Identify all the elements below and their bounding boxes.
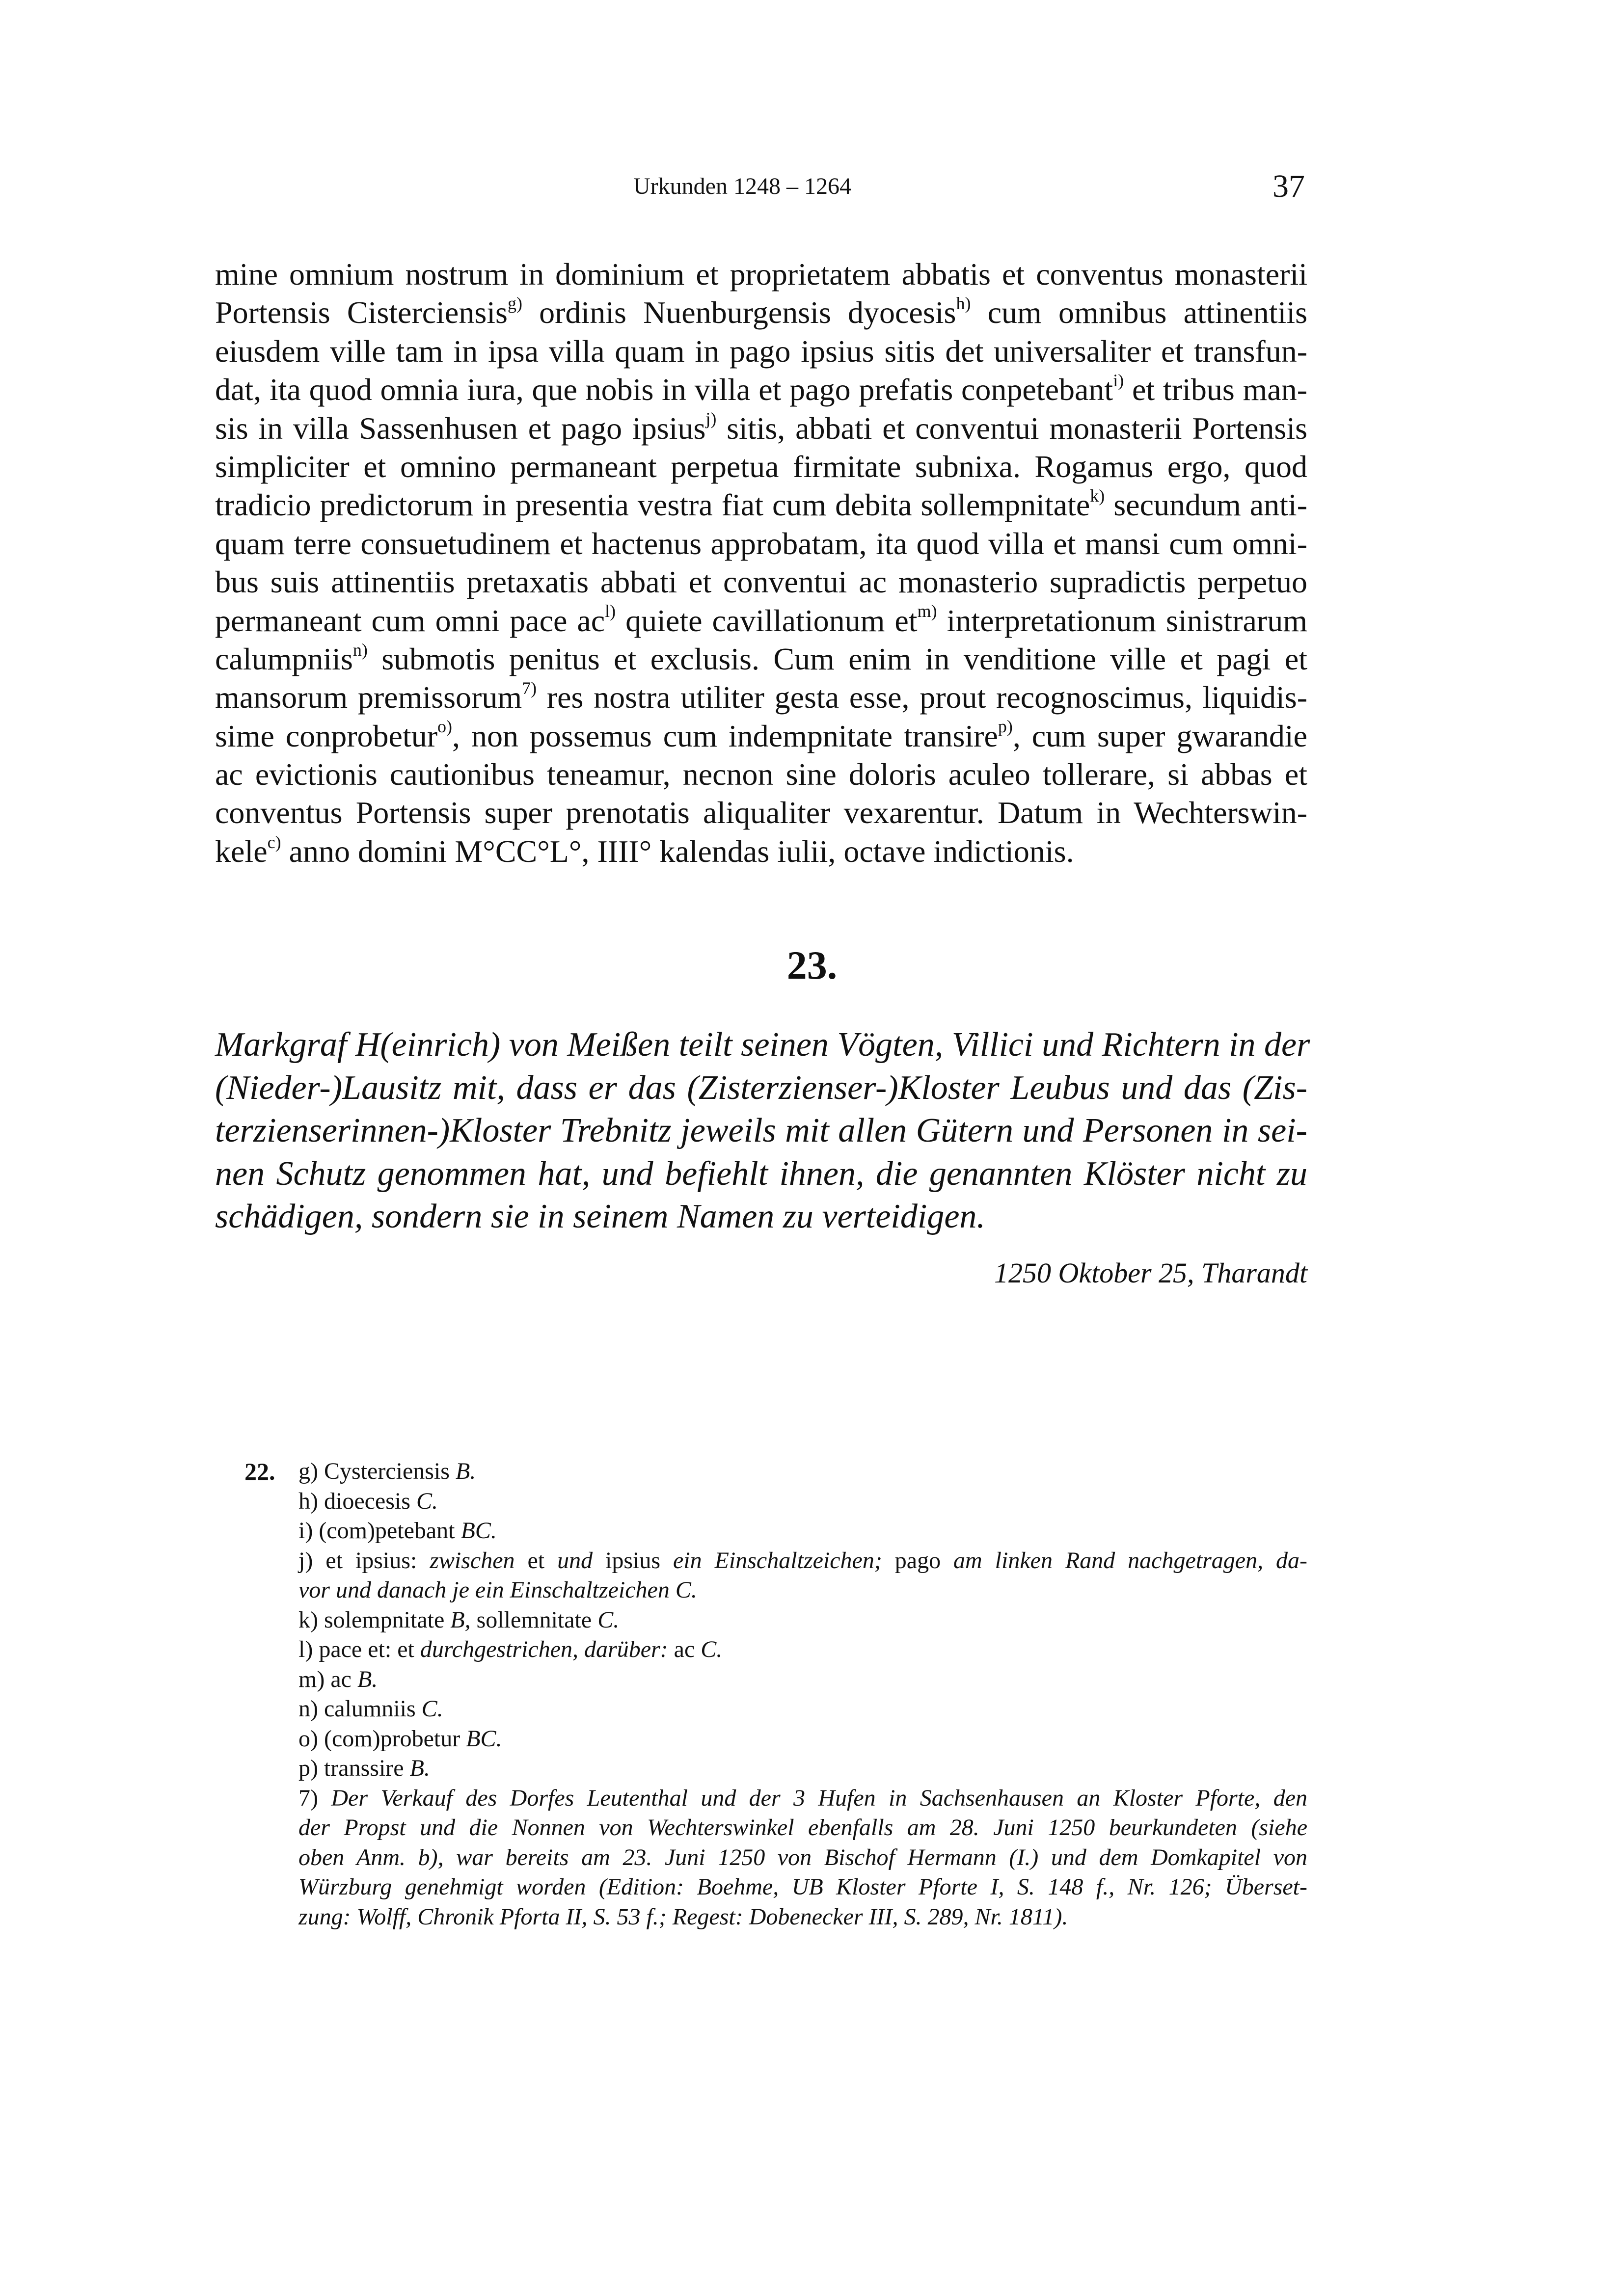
footnote-marker: g): [507, 294, 522, 314]
footnote-line: n) calumniis C.: [298, 1696, 443, 1722]
footnote-document-label: 22.: [244, 1458, 275, 1485]
text-line: calumpniis$^{n)}$ submotis penitus et exclusis. Cum enim in venditione ville et pagi et: [215, 640, 1307, 676]
regest-line: Markgraf H(einrich) von Meißen teilt seinen Vögten, Villici und Richtern in der: [215, 1026, 1310, 1064]
footnote-line: h) dioecesis C.: [298, 1488, 438, 1514]
footnote-line: vor und danach je ein Einschaltzeichen C.: [298, 1577, 697, 1603]
footnote-line: der Propst und die Nonnen von Wechterswinkel ebenfalls am 28. Juni 1250 beurkundeten (siehe: [298, 1815, 1307, 1841]
footnote-marker: l): [605, 601, 616, 621]
regest: [215, 1023, 1310, 1238]
text-line: quam terre consuetudinem et hactenus approbatam, ita quod villa et mansi cum omni-: [215, 526, 1307, 561]
text-line: conventus Portensis super prenotatis aliqualiter vexarentur. Datum in Wechterswin-: [215, 795, 1307, 830]
footnote-marker: m): [917, 601, 937, 621]
footnote-marker: k): [1090, 486, 1105, 506]
text-line: sis in villa Sassenhusen et pago ipsius$^{j)}$ sitis, abbati et conventui monasterii Portensis: [215, 409, 1307, 446]
footnote-line: oben Anm. b), war bereits am 23. Juni 1250 von Bischof Hermann (I.) und dem Domkapitel von: [298, 1844, 1307, 1870]
footnote-marker: j): [705, 409, 717, 429]
page-number: 37: [1272, 168, 1305, 204]
text-line: mine omnium nostrum in dominium et proprietatem abbatis et conventus monasterii: [215, 257, 1307, 292]
footnote-marker: p): [998, 717, 1013, 737]
footnote-line: 7) Der Verkauf des Dorfes Leutenthal und der 3 Hufen in Sachsenhausen an Kloster Pforte, den: [298, 1785, 1308, 1811]
footnote-marker: 7): [522, 678, 537, 698]
date-place: 1250 Oktober 25, Tharandt: [994, 1257, 1307, 1289]
text-line: mansorum premissorum$^{7)}$ res nostra utiliter gesta esse, prout recognoscimus, liquidis-: [215, 678, 1308, 715]
footnote-line: p) transsire B.: [298, 1755, 430, 1781]
text-line: sime conprobetur$^{o)}$, non possemus cum indempnitate transire$^{p)}$, cum super gwarandie: [215, 717, 1307, 753]
footnote-line: zung: Wolff, Chronik Pforta II, S. 53 f.; Regest: Dobenecker III, S. 289, Nr. 1811).: [298, 1903, 1068, 1930]
regest-line: schädigen, sondern sie in seinem Namen zu verteidigen.: [215, 1198, 985, 1236]
footnote-marker: o): [437, 717, 453, 737]
text-line: tradicio predictorum in presentia vestra fiat cum debita sollempnitate$^{k)}$ secundum anti-: [215, 486, 1308, 523]
footnote-line: l) pace et: et durchgestrichen, darüber: ac C.: [298, 1636, 723, 1662]
footnote-line: m) ac B.: [298, 1666, 378, 1692]
footnote-line: j) et ipsius: zwischen et und ipsius ein Einschaltzeichen; pago am linken Rand nachgetragen, da-: [298, 1547, 1308, 1574]
regest-line: terzienserinnen-)Kloster Trebnitz jeweils mit allen Gütern und Personen in sei-: [215, 1112, 1307, 1150]
footnote-marker: h): [956, 294, 971, 314]
text-line: kele$^{c)}$ anno domini M°CC°L°, IIII° kalendas iulii, octave indictionis.: [215, 832, 1074, 869]
footnote-marker: i): [1113, 370, 1124, 390]
text-line: Portensis Cisterciensis$^{g)}$ ordinis Nuenburgensis dyocesis$^{h)}$ cum omnibus attinentiis: [215, 294, 1308, 330]
document-number: 23.: [786, 943, 838, 988]
footnote-marker: c): [267, 832, 281, 852]
footnote-line: o) (com)probetur BC.: [298, 1725, 502, 1752]
text-line: simpliciter et omnino permaneant perpetua firmitate subnixa. Rogamus ergo, quod: [215, 449, 1307, 484]
footnotes: [244, 1457, 1308, 1932]
footnote-line: k) solempnitate B, sollemnitate C.: [298, 1606, 620, 1633]
text-line: ac evictionis cautionibus teneamur, necnon sine doloris aculeo tollerare, si abbas et: [215, 757, 1307, 792]
footnote-marker: n): [352, 640, 368, 660]
text-line: dat, ita quod omnia iura, que nobis in villa et pago prefatis conpetebant$^{i)}$ et tribus man-: [215, 370, 1308, 407]
text-line: bus suis attinentiis pretaxatis abbati et conventui ac monasterio supradictis perpetuo: [215, 564, 1307, 600]
charter-text: [215, 255, 1307, 871]
footnote-line: i) (com)petebant BC.: [298, 1518, 497, 1544]
regest-line: (Nieder-)Lausitz mit, dass er das (Zisterzienser-)Kloster Leubus und das (Zis-: [215, 1068, 1307, 1107]
footnote-line: g) Cysterciensis B.: [298, 1458, 476, 1484]
footnote-line: Würzburg genehmigt worden (Edition: Boehme, UB Kloster Pforte I, S. 148 f., Nr. 126; Überset-: [298, 1874, 1307, 1900]
running-title: Urkunden 1248 – 1264: [633, 173, 851, 199]
text-line: eiusdem ville tam in ipsa villa quam in pago ipsius sitis det universaliter et transfun-: [215, 333, 1307, 369]
regest-line: nen Schutz genommen hat, und befiehlt ihnen, die genannten Klöster nicht zu: [215, 1154, 1307, 1193]
text-line: permaneant cum omni pace $ac^{l)}$ quiete cavillationum $et^{m)}$ interpretationum sinistrarum: [215, 601, 1308, 638]
